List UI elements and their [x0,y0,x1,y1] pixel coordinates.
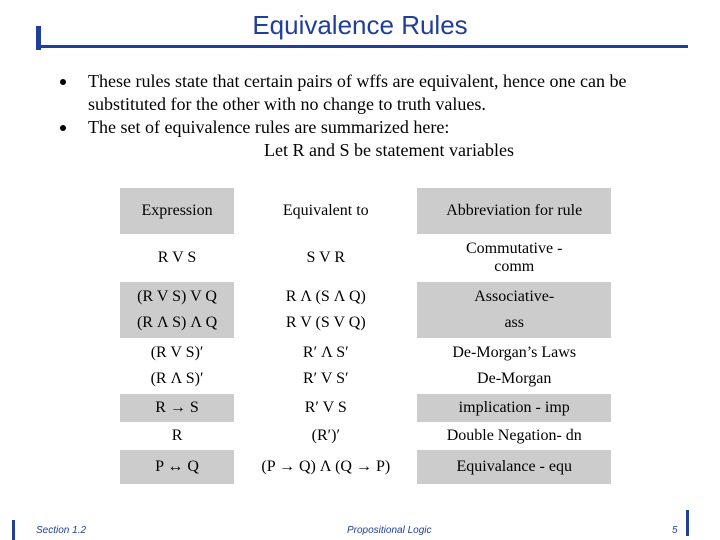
expression-cell: (R V S)′ (R Λ S)′ [120,338,234,394]
title-underline [36,45,688,48]
abbreviation-cell: Double Negation- dn [417,422,611,450]
bullet-text: These rules state that certain pairs of wffs are equivalent, hence one can be substituted for the other with no change to truth values. [88,71,627,114]
table-row [120,234,611,282]
column-header-abbreviation: Abbreviation for rule [417,188,611,234]
table-row [120,450,611,484]
abbreviation-cell: Associative- ass [417,282,611,338]
bullet-dot-icon [60,125,66,131]
bullet-item [60,116,690,139]
page-number: 5 [672,525,678,536]
expression-cell: R → S [120,394,234,422]
table-row [120,422,611,450]
equivalent-cell: R′ Λ S′ R′ V S′ [234,338,417,394]
bullet-item [60,70,690,116]
column-header-equivalent: Equivalent to [234,188,417,234]
footer-topic: Propositional Logic [347,525,432,536]
abbreviation-cell: implication - imp [417,394,611,422]
equivalence-rules-table [120,188,611,484]
equivalent-cell: (R′)′ [234,422,417,450]
table-row [120,394,611,422]
expression-cell: P ↔ Q [120,450,234,484]
abbreviation-cell: De-Morgan’s Laws De-Morgan [417,338,611,394]
equivalent-cell: S V R [234,234,417,282]
table-header-row [120,188,611,234]
column-header-expression: Expression [120,188,234,234]
table-row [120,282,611,338]
abbreviation-cell: Commutative - comm [417,234,611,282]
table-row [120,338,611,394]
expression-cell: (R V S) V Q (R Λ S) Λ Q [120,282,234,338]
sub-line: Let R and S be statement variables [264,140,514,160]
footer-accent-bar-left [12,520,15,540]
bullet-text: The set of equivalence rules are summarized here: [88,117,450,137]
footer-section: Section 1.2 [36,525,87,536]
slide-title: Equivalence Rules [252,10,468,40]
bullet-list [60,70,690,162]
equivalent-cell: (P → Q) Λ (Q → P) [234,450,417,484]
bullet-dot-icon [60,79,66,85]
footer-accent-bar-right [686,510,689,536]
equivalent-cell: R′ V S [234,394,417,422]
expression-cell: R [120,422,234,450]
expression-cell: R V S [120,234,234,282]
abbreviation-cell: Equivalance - equ [417,450,611,484]
equivalent-cell: R Λ (S Λ Q) R V (S V Q) [234,282,417,338]
